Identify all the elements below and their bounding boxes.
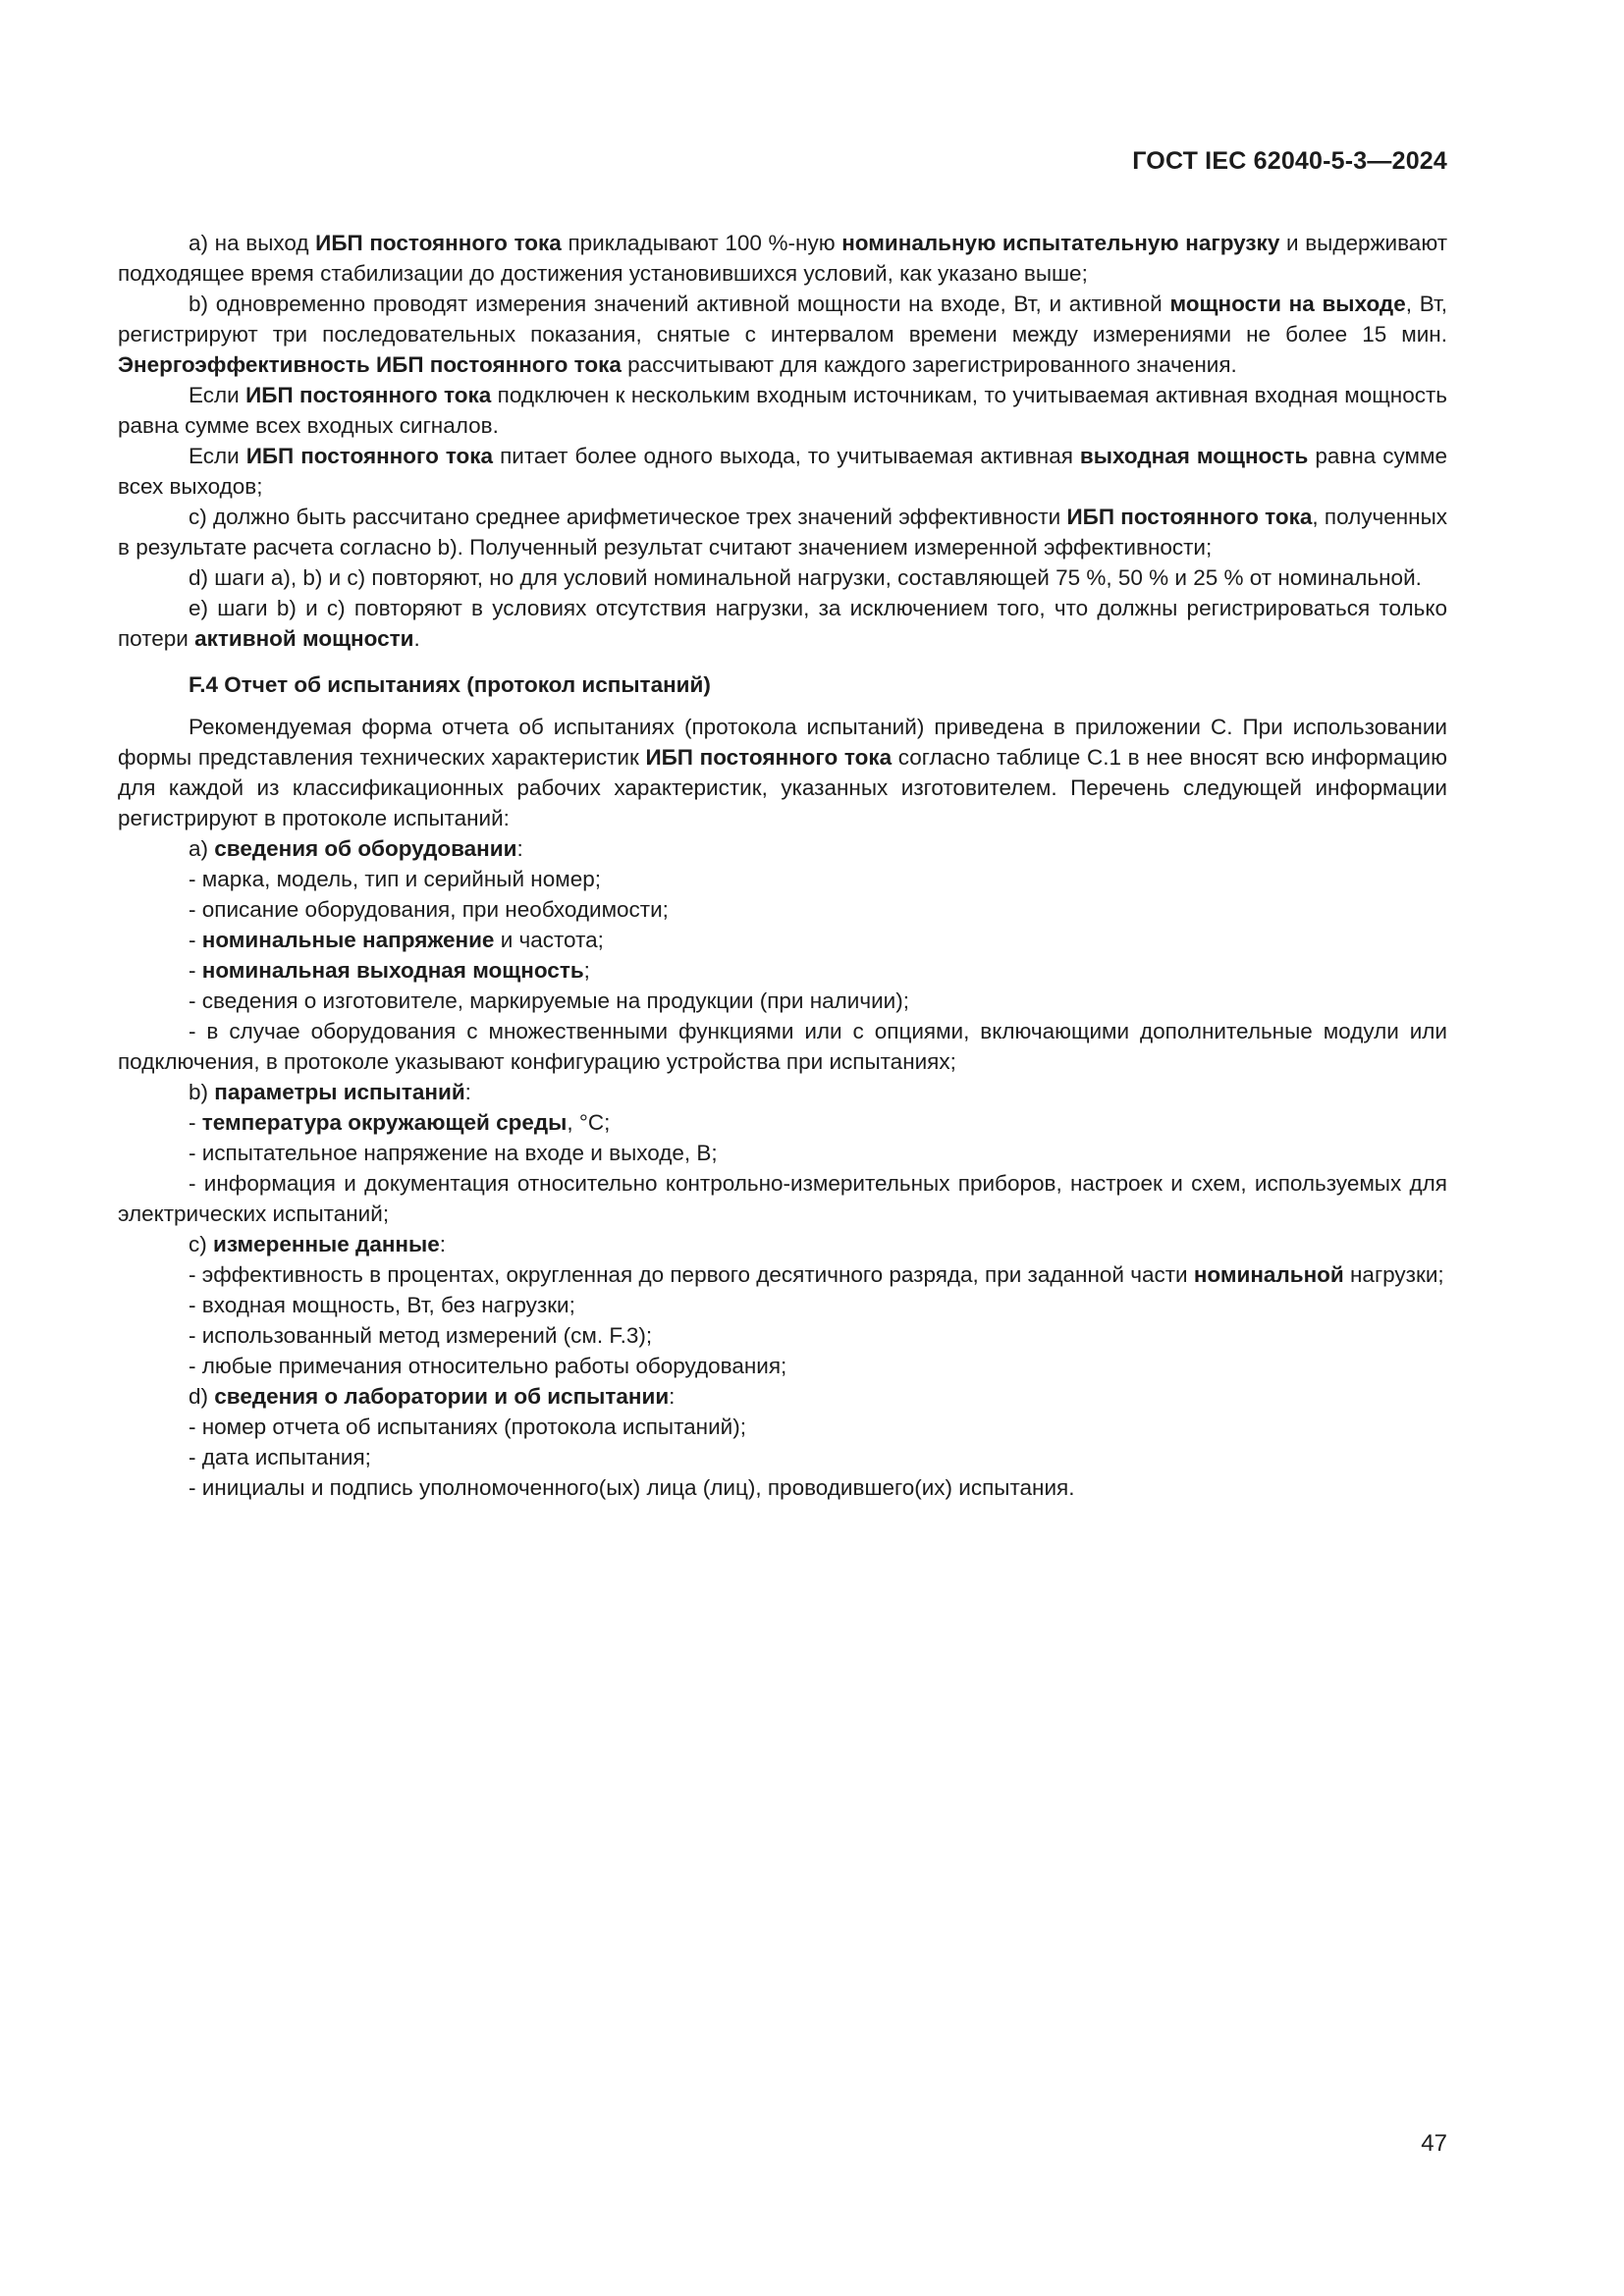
list-item: - марка, модель, тип и серийный номер;	[189, 867, 601, 891]
list-item: - дата испытания;	[189, 1445, 371, 1469]
list-heading-measured-data: c) измеренные данные:	[189, 1232, 447, 1256]
paragraph-step-d: d) шаги a), b) и c) повторяют, но для условий номинальной нагрузки, составляющей 75 %, 50 % и 25 % от номинальной.	[189, 565, 1422, 590]
list-item: - в случае оборудования с множественными функциями или с опциями, включающими дополнительные модули или подключения, в протоколе указывают конфигурацию устройства при испытаниях;	[118, 1019, 1447, 1074]
list-item: - входная мощность, Вт, без нагрузки;	[189, 1293, 575, 1317]
list-item: - эффективность в процентах, округленная до первого десятичного разряда, при заданной части номинальной нагрузки;	[189, 1262, 1444, 1287]
list-item: - номинальные напряжение и частота;	[189, 928, 604, 952]
list-item: - сведения о изготовителе, маркируемые на продукции (при наличии);	[189, 988, 909, 1013]
page-number: 47	[1421, 2130, 1447, 2157]
section-heading-f4: F.4 Отчет об испытаниях (протокол испытаний)	[189, 672, 711, 697]
paragraph-step-c: c) должно быть рассчитано среднее арифметическое трех значений эффективности ИБП постоянного тока, полученных в результате расчета согласно b). Полученный результат считают значением измеренной эффективности;	[118, 505, 1448, 560]
paragraph-multiple-inputs: Если ИБП постоянного тока подключен к нескольким входным источникам, то учитываемая активная входная мощность равна сумме всех входных сигналов.	[118, 383, 1447, 438]
document-header: ГОСТ IEC 62040-5-3—2024	[1132, 147, 1447, 175]
list-item: - испытательное напряжение на входе и выходе, В;	[189, 1141, 718, 1165]
list-heading-laboratory: d) сведения о лаборатории и об испытании:	[189, 1384, 676, 1409]
list-item: - номер отчета об испытаниях (протокола испытаний);	[189, 1415, 746, 1439]
list-item: - температура окружающей среды, °С;	[189, 1110, 611, 1135]
list-item: - информация и документация относительно контрольно-измерительных приборов, настроек и схем, используемых для электрических испытаний;	[118, 1171, 1447, 1226]
list-item: - инициалы и подпись уполномоченного(ых) лица (лиц), проводившего(их) испытания.	[189, 1475, 1075, 1500]
paragraph-multiple-outputs: Если ИБП постоянного тока питает более одного выхода, то учитываемая активная выходная мощность равна сумме всех выходов;	[118, 444, 1447, 499]
paragraph-report-form: Рекомендуемая форма отчета об испытаниях (протокола испытаний) приведена в приложении С. При использовании формы представления технических характеристик ИБП постоянного тока согласно таблице С.1 в нее вносят всю информацию для каждой из классификационных рабочих характеристик, указанных изготовителем. Перечень следующей информации регистрируют в протоколе испытаний:	[118, 715, 1447, 830]
page-body	[118, 228, 1447, 1503]
list-item: - любые примечания относительно работы оборудования;	[189, 1354, 787, 1378]
list-item: - номинальная выходная мощность;	[189, 958, 590, 983]
paragraph-step-e: e) шаги b) и c) повторяют в условиях отсутствия нагрузки, за исключением того, что должны регистрироваться только потери активной мощности.	[118, 596, 1447, 651]
list-item: - описание оборудования, при необходимости;	[189, 897, 669, 922]
list-heading-test-parameters: b) параметры испытаний:	[189, 1080, 471, 1104]
list-heading-equipment: a) сведения об оборудовании:	[189, 836, 523, 861]
paragraph-step-a: a) на выход ИБП постоянного тока прикладывают 100 %-ную номинальную испытательную нагрузку и выдерживают подходящее время стабилизации до достижения установившихся условий, как указано выше;	[118, 231, 1448, 286]
list-item: - использованный метод измерений (см. F.3);	[189, 1323, 653, 1348]
paragraph-step-b: b) одновременно проводят измерения значений активной мощности на входе, Вт, и активной мощности на выходе, Вт, регистрируют три последовательных показания, снятые с интервалом времени между измерениями не более 15 мин. Энергоэффективность ИБП постоянного тока рассчитывают для каждого зарегистрированного значения.	[118, 292, 1448, 377]
